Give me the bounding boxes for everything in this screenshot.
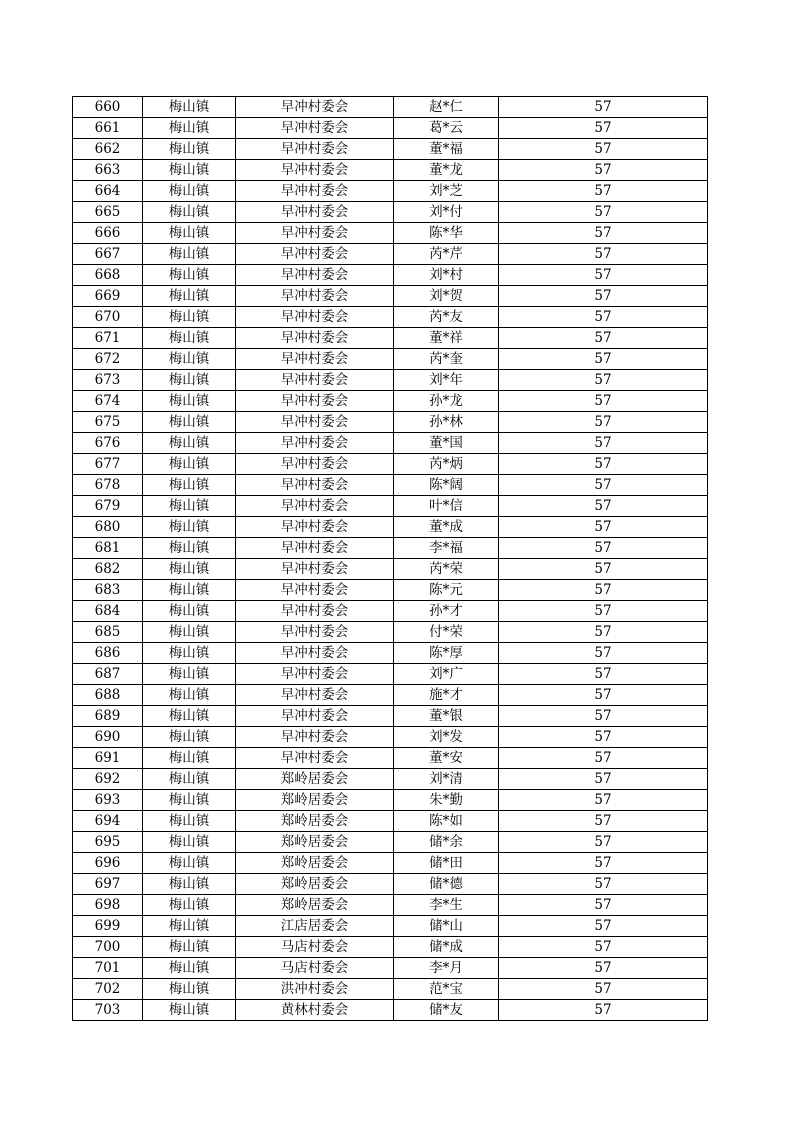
- name-cell: 陈*如: [394, 811, 499, 832]
- amount-cell: 57: [499, 559, 708, 580]
- table-row: [73, 664, 708, 685]
- name-cell: 李*福: [394, 538, 499, 559]
- name-cell: 赵*仁: [394, 97, 499, 118]
- village-committee-cell: 早冲村委会: [236, 349, 394, 370]
- name-cell: 芮*芹: [394, 244, 499, 265]
- village-committee-cell: 早冲村委会: [236, 391, 394, 412]
- town-cell: 梅山镇: [143, 202, 236, 223]
- village-committee-cell: 黄林村委会: [236, 1000, 394, 1021]
- name-cell: 叶*信: [394, 496, 499, 517]
- table-row: [73, 517, 708, 538]
- table-row: [73, 433, 708, 454]
- row-number-cell: 665: [73, 202, 143, 223]
- amount-cell: 57: [499, 979, 708, 1000]
- table-row: [73, 559, 708, 580]
- row-number-cell: 683: [73, 580, 143, 601]
- name-cell: 李*生: [394, 895, 499, 916]
- town-cell: 梅山镇: [143, 412, 236, 433]
- row-number-cell: 684: [73, 601, 143, 622]
- town-cell: 梅山镇: [143, 790, 236, 811]
- table-row: [73, 139, 708, 160]
- village-committee-cell: 郑岭居委会: [236, 769, 394, 790]
- amount-cell: 57: [499, 538, 708, 559]
- name-cell: 董*祥: [394, 328, 499, 349]
- amount-cell: 57: [499, 853, 708, 874]
- town-cell: 梅山镇: [143, 370, 236, 391]
- name-cell: 刘*发: [394, 727, 499, 748]
- row-number-cell: 662: [73, 139, 143, 160]
- name-cell: 范*宝: [394, 979, 499, 1000]
- village-committee-cell: 早冲村委会: [236, 307, 394, 328]
- village-committee-cell: 早冲村委会: [236, 496, 394, 517]
- town-cell: 梅山镇: [143, 223, 236, 244]
- town-cell: 梅山镇: [143, 1000, 236, 1021]
- name-cell: 储*余: [394, 832, 499, 853]
- town-cell: 梅山镇: [143, 601, 236, 622]
- name-cell: 储*田: [394, 853, 499, 874]
- row-number-cell: 661: [73, 118, 143, 139]
- town-cell: 梅山镇: [143, 811, 236, 832]
- town-cell: 梅山镇: [143, 622, 236, 643]
- table-row: [73, 1000, 708, 1021]
- row-number-cell: 681: [73, 538, 143, 559]
- amount-cell: 57: [499, 475, 708, 496]
- town-cell: 梅山镇: [143, 832, 236, 853]
- amount-cell: 57: [499, 97, 708, 118]
- village-committee-cell: 早冲村委会: [236, 601, 394, 622]
- table-row: [73, 790, 708, 811]
- row-number-cell: 701: [73, 958, 143, 979]
- amount-cell: 57: [499, 748, 708, 769]
- village-committee-cell: 早冲村委会: [236, 412, 394, 433]
- table-row: [73, 475, 708, 496]
- row-number-cell: 666: [73, 223, 143, 244]
- amount-cell: 57: [499, 307, 708, 328]
- table-row: [73, 706, 708, 727]
- row-number-cell: 667: [73, 244, 143, 265]
- village-committee-cell: 早冲村委会: [236, 286, 394, 307]
- row-number-cell: 682: [73, 559, 143, 580]
- village-committee-cell: 早冲村委会: [236, 139, 394, 160]
- village-committee-cell: 马店村委会: [236, 937, 394, 958]
- table-row: [73, 811, 708, 832]
- roster-table-body: [73, 97, 708, 1021]
- amount-cell: 57: [499, 769, 708, 790]
- name-cell: 储*友: [394, 1000, 499, 1021]
- town-cell: 梅山镇: [143, 979, 236, 1000]
- row-number-cell: 677: [73, 454, 143, 475]
- village-committee-cell: 早冲村委会: [236, 706, 394, 727]
- name-cell: 孙*龙: [394, 391, 499, 412]
- amount-cell: 57: [499, 958, 708, 979]
- village-committee-cell: 早冲村委会: [236, 685, 394, 706]
- table-row: [73, 286, 708, 307]
- village-committee-cell: 早冲村委会: [236, 223, 394, 244]
- row-number-cell: 672: [73, 349, 143, 370]
- name-cell: 朱*勤: [394, 790, 499, 811]
- name-cell: 储*德: [394, 874, 499, 895]
- row-number-cell: 694: [73, 811, 143, 832]
- amount-cell: 57: [499, 706, 708, 727]
- name-cell: 刘*清: [394, 769, 499, 790]
- amount-cell: 57: [499, 601, 708, 622]
- row-number-cell: 675: [73, 412, 143, 433]
- amount-cell: 57: [499, 223, 708, 244]
- town-cell: 梅山镇: [143, 643, 236, 664]
- table-row: [73, 328, 708, 349]
- name-cell: 李*月: [394, 958, 499, 979]
- row-number-cell: 695: [73, 832, 143, 853]
- row-number-cell: 699: [73, 916, 143, 937]
- name-cell: 董*福: [394, 139, 499, 160]
- roster-table: [72, 96, 708, 1021]
- name-cell: 董*安: [394, 748, 499, 769]
- town-cell: 梅山镇: [143, 160, 236, 181]
- row-number-cell: 674: [73, 391, 143, 412]
- row-number-cell: 693: [73, 790, 143, 811]
- table-row: [73, 748, 708, 769]
- amount-cell: 57: [499, 937, 708, 958]
- amount-cell: 57: [499, 790, 708, 811]
- town-cell: 梅山镇: [143, 685, 236, 706]
- name-cell: 芮*奎: [394, 349, 499, 370]
- village-committee-cell: 早冲村委会: [236, 622, 394, 643]
- village-committee-cell: 早冲村委会: [236, 748, 394, 769]
- town-cell: 梅山镇: [143, 937, 236, 958]
- amount-cell: 57: [499, 916, 708, 937]
- table-row: [73, 118, 708, 139]
- village-committee-cell: 早冲村委会: [236, 664, 394, 685]
- village-committee-cell: 郑岭居委会: [236, 853, 394, 874]
- table-row: [73, 412, 708, 433]
- amount-cell: 57: [499, 139, 708, 160]
- village-committee-cell: 早冲村委会: [236, 202, 394, 223]
- village-committee-cell: 早冲村委会: [236, 118, 394, 139]
- row-number-cell: 668: [73, 265, 143, 286]
- name-cell: 葛*云: [394, 118, 499, 139]
- name-cell: 陈*阔: [394, 475, 499, 496]
- row-number-cell: 688: [73, 685, 143, 706]
- town-cell: 梅山镇: [143, 895, 236, 916]
- town-cell: 梅山镇: [143, 307, 236, 328]
- table-row: [73, 223, 708, 244]
- town-cell: 梅山镇: [143, 244, 236, 265]
- row-number-cell: 689: [73, 706, 143, 727]
- name-cell: 付*荣: [394, 622, 499, 643]
- town-cell: 梅山镇: [143, 748, 236, 769]
- town-cell: 梅山镇: [143, 559, 236, 580]
- amount-cell: 57: [499, 202, 708, 223]
- name-cell: 刘*年: [394, 370, 499, 391]
- village-committee-cell: 郑岭居委会: [236, 790, 394, 811]
- row-number-cell: 670: [73, 307, 143, 328]
- table-row: [73, 160, 708, 181]
- amount-cell: 57: [499, 391, 708, 412]
- row-number-cell: 686: [73, 643, 143, 664]
- amount-cell: 57: [499, 160, 708, 181]
- table-row: [73, 937, 708, 958]
- row-number-cell: 664: [73, 181, 143, 202]
- table-row: [73, 832, 708, 853]
- amount-cell: 57: [499, 433, 708, 454]
- name-cell: 董*成: [394, 517, 499, 538]
- town-cell: 梅山镇: [143, 97, 236, 118]
- amount-cell: 57: [499, 664, 708, 685]
- village-committee-cell: 郑岭居委会: [236, 895, 394, 916]
- row-number-cell: 676: [73, 433, 143, 454]
- row-number-cell: 671: [73, 328, 143, 349]
- table-row: [73, 601, 708, 622]
- amount-cell: 57: [499, 811, 708, 832]
- name-cell: 刘*贺: [394, 286, 499, 307]
- village-committee-cell: 早冲村委会: [236, 160, 394, 181]
- amount-cell: 57: [499, 832, 708, 853]
- row-number-cell: 690: [73, 727, 143, 748]
- table-row: [73, 958, 708, 979]
- name-cell: 芮*炳: [394, 454, 499, 475]
- amount-cell: 57: [499, 895, 708, 916]
- name-cell: 刘*广: [394, 664, 499, 685]
- amount-cell: 57: [499, 286, 708, 307]
- name-cell: 芮*荣: [394, 559, 499, 580]
- amount-cell: 57: [499, 412, 708, 433]
- table-row: [73, 685, 708, 706]
- row-number-cell: 685: [73, 622, 143, 643]
- table-row: [73, 391, 708, 412]
- village-committee-cell: 郑岭居委会: [236, 832, 394, 853]
- village-committee-cell: 早冲村委会: [236, 328, 394, 349]
- amount-cell: 57: [499, 118, 708, 139]
- table-row: [73, 622, 708, 643]
- amount-cell: 57: [499, 1000, 708, 1021]
- village-committee-cell: 早冲村委会: [236, 727, 394, 748]
- amount-cell: 57: [499, 727, 708, 748]
- amount-cell: 57: [499, 349, 708, 370]
- row-number-cell: 692: [73, 769, 143, 790]
- village-committee-cell: 江店居委会: [236, 916, 394, 937]
- table-row: [73, 580, 708, 601]
- name-cell: 孙*才: [394, 601, 499, 622]
- village-committee-cell: 早冲村委会: [236, 244, 394, 265]
- village-committee-cell: 郑岭居委会: [236, 811, 394, 832]
- row-number-cell: 687: [73, 664, 143, 685]
- table-row: [73, 643, 708, 664]
- name-cell: 芮*友: [394, 307, 499, 328]
- amount-cell: 57: [499, 244, 708, 265]
- town-cell: 梅山镇: [143, 328, 236, 349]
- town-cell: 梅山镇: [143, 433, 236, 454]
- row-number-cell: 663: [73, 160, 143, 181]
- table-row: [73, 244, 708, 265]
- town-cell: 梅山镇: [143, 853, 236, 874]
- table-row: [73, 370, 708, 391]
- table-row: [73, 874, 708, 895]
- amount-cell: 57: [499, 454, 708, 475]
- amount-cell: 57: [499, 370, 708, 391]
- table-row: [73, 307, 708, 328]
- name-cell: 储*成: [394, 937, 499, 958]
- town-cell: 梅山镇: [143, 265, 236, 286]
- town-cell: 梅山镇: [143, 139, 236, 160]
- amount-cell: 57: [499, 496, 708, 517]
- name-cell: 刘*芝: [394, 181, 499, 202]
- village-committee-cell: 早冲村委会: [236, 265, 394, 286]
- village-committee-cell: 洪冲村委会: [236, 979, 394, 1000]
- town-cell: 梅山镇: [143, 769, 236, 790]
- amount-cell: 57: [499, 580, 708, 601]
- name-cell: 孙*林: [394, 412, 499, 433]
- row-number-cell: 680: [73, 517, 143, 538]
- name-cell: 施*才: [394, 685, 499, 706]
- town-cell: 梅山镇: [143, 580, 236, 601]
- table-row: [73, 538, 708, 559]
- table-row: [73, 916, 708, 937]
- village-committee-cell: 马店村委会: [236, 958, 394, 979]
- village-committee-cell: 早冲村委会: [236, 370, 394, 391]
- name-cell: 董*银: [394, 706, 499, 727]
- name-cell: 董*国: [394, 433, 499, 454]
- town-cell: 梅山镇: [143, 181, 236, 202]
- town-cell: 梅山镇: [143, 286, 236, 307]
- village-committee-cell: 郑岭居委会: [236, 874, 394, 895]
- village-committee-cell: 早冲村委会: [236, 559, 394, 580]
- row-number-cell: 660: [73, 97, 143, 118]
- table-row: [73, 349, 708, 370]
- table-row: [73, 97, 708, 118]
- table-row: [73, 769, 708, 790]
- table-row: [73, 853, 708, 874]
- amount-cell: 57: [499, 643, 708, 664]
- village-committee-cell: 早冲村委会: [236, 475, 394, 496]
- row-number-cell: 698: [73, 895, 143, 916]
- name-cell: 储*山: [394, 916, 499, 937]
- town-cell: 梅山镇: [143, 727, 236, 748]
- village-committee-cell: 早冲村委会: [236, 454, 394, 475]
- village-committee-cell: 早冲村委会: [236, 580, 394, 601]
- village-committee-cell: 早冲村委会: [236, 643, 394, 664]
- row-number-cell: 702: [73, 979, 143, 1000]
- town-cell: 梅山镇: [143, 496, 236, 517]
- table-row: [73, 496, 708, 517]
- town-cell: 梅山镇: [143, 118, 236, 139]
- amount-cell: 57: [499, 517, 708, 538]
- row-number-cell: 669: [73, 286, 143, 307]
- town-cell: 梅山镇: [143, 538, 236, 559]
- table-row: [73, 895, 708, 916]
- town-cell: 梅山镇: [143, 517, 236, 538]
- amount-cell: 57: [499, 265, 708, 286]
- town-cell: 梅山镇: [143, 349, 236, 370]
- town-cell: 梅山镇: [143, 475, 236, 496]
- village-committee-cell: 早冲村委会: [236, 181, 394, 202]
- name-cell: 陈*华: [394, 223, 499, 244]
- village-committee-cell: 早冲村委会: [236, 433, 394, 454]
- row-number-cell: 678: [73, 475, 143, 496]
- row-number-cell: 700: [73, 937, 143, 958]
- row-number-cell: 691: [73, 748, 143, 769]
- table-row: [73, 727, 708, 748]
- village-committee-cell: 早冲村委会: [236, 538, 394, 559]
- town-cell: 梅山镇: [143, 958, 236, 979]
- town-cell: 梅山镇: [143, 454, 236, 475]
- table-row: [73, 181, 708, 202]
- town-cell: 梅山镇: [143, 916, 236, 937]
- amount-cell: 57: [499, 685, 708, 706]
- town-cell: 梅山镇: [143, 664, 236, 685]
- town-cell: 梅山镇: [143, 874, 236, 895]
- amount-cell: 57: [499, 874, 708, 895]
- village-committee-cell: 早冲村委会: [236, 97, 394, 118]
- table-row: [73, 454, 708, 475]
- row-number-cell: 696: [73, 853, 143, 874]
- town-cell: 梅山镇: [143, 706, 236, 727]
- amount-cell: 57: [499, 328, 708, 349]
- name-cell: 陈*元: [394, 580, 499, 601]
- row-number-cell: 679: [73, 496, 143, 517]
- row-number-cell: 697: [73, 874, 143, 895]
- name-cell: 陈*厚: [394, 643, 499, 664]
- row-number-cell: 673: [73, 370, 143, 391]
- name-cell: 董*龙: [394, 160, 499, 181]
- row-number-cell: 703: [73, 1000, 143, 1021]
- name-cell: 刘*村: [394, 265, 499, 286]
- amount-cell: 57: [499, 622, 708, 643]
- town-cell: 梅山镇: [143, 391, 236, 412]
- village-committee-cell: 早冲村委会: [236, 517, 394, 538]
- table-row: [73, 979, 708, 1000]
- table-row: [73, 265, 708, 286]
- amount-cell: 57: [499, 181, 708, 202]
- name-cell: 刘*付: [394, 202, 499, 223]
- table-row: [73, 202, 708, 223]
